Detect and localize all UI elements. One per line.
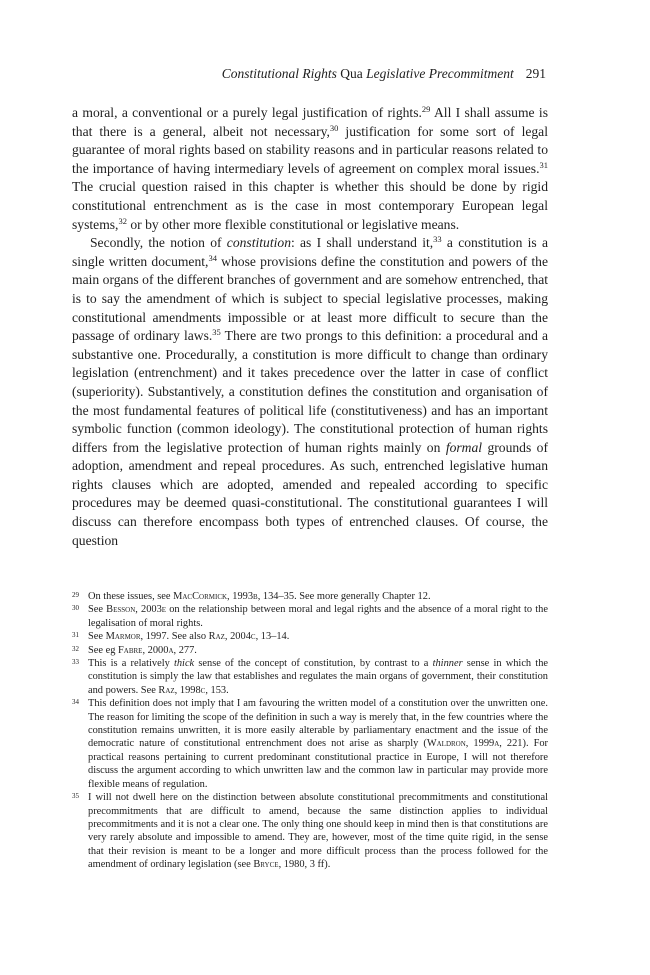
footnote-number: 33 xyxy=(72,658,79,667)
paragraph-2: Secondly, the notion of constitution: as I shall understand it,$^{33}$ a constitution is a single written document,$^{34}$ whose provisions define the constitution and powers of the main organs of the different branches of government and are somehow entrenched, that is to say the amendment of which is subject to special legislative processes, making constitutional amendments impossible or at least more difficult to secure than the passage of ordinary laws.$^{35}$ There are two prongs to this definition: a procedural and a substantive one. Procedurally, a constitution is more difficult to change than ordinary legislation (entrenchment) and it takes precedence over the latter in case of conflict (superiority). Substantively, a constitution defines the constitution and organisation of the most fundamental features of political life (constitutiveness) and has an important symbolic function (common ideology). The constitutional protection of human rights differs from the legislative protection of human rights mainly on formal grounds of adoption, amendment and repeal procedures. As such, entrenched legislative human rights clauses which are adopted, amended and repealed according to specific procedures may be deemed quasi-constitutional. The constitutional guarantees I will discuss can therefore encompass both types of entrenched clauses. Of course, the question xyxy=(72,234,549,548)
running-title: Constitutional Rights Qua Legislative Precommitment xyxy=(221,66,514,81)
footnote-35: 35 I will not dwell here on the distinction between absolute constitutional precommitments and constitutional precommitments that are difficult to amend, because the same distinction applies to individual precommitments and it is not a clear one. The only thing one should keep in mind then is that constitutions are very rarely absolute and impossible to amend. They are, however, most of the time quite rigid, in the sense that their revision is meant to be a longer and more difficult process than the process followed for the amendment of ordinary legislation (see Bryce, 1980, 3 ff). xyxy=(72,792,548,871)
footnote-number: 30 xyxy=(72,604,79,613)
emphasis-formal: formal xyxy=(445,439,483,455)
footnote-32: 32 See eg Fabre, 2000a, 277. xyxy=(72,644,197,656)
page-number: 291 xyxy=(525,66,546,81)
running-header xyxy=(72,66,546,82)
footnote-31: 31 See Marmor, 1997. See also Raz, 2004c, 13–14. xyxy=(72,631,290,643)
footnote-ref-31[interactable]: 31 xyxy=(539,159,548,170)
footnote-ref-34[interactable]: 34 xyxy=(208,252,217,263)
footnote-29: 29 On these issues, see MacCormick, 1993b, 134–35. See more generally Chapter 12. xyxy=(72,591,431,602)
footnote-30: 30 See Besson, 2003e on the relationship between moral and legal rights and the absence of a moral right to the legalisation of moral rights. xyxy=(72,604,548,629)
footnote-ref-32[interactable]: 32 xyxy=(118,215,127,226)
emphasis-constitution: constitution xyxy=(226,235,291,251)
footnote-33: 33 This is a relatively thick sense of the concept of constitution, by contrast to a thinner sense in which the constitution is simply the law that establishes and regulates the main organs of government, their constitution and powers. See Raz, 1998c, 153. xyxy=(72,658,548,696)
footnote-number: 34 xyxy=(72,698,79,707)
footnote-34: 34 This definition does not imply that I am favouring the written model of a constitution over the unwritten one. The reason for limiting the scope of the definition in such a way is merely that, in the few countries where the constitution remains unwritten, it is more easily alterable by parliamentary enactment and the issue of the democratic nature of constitutional entrenchment does not arise as sharply (Waldron, 1999a, 221). For practical reasons pertaining to current predominant constitutional practice in Europe, I will not therefore discuss the argument according to which unwritten law and the common law in particular may provide more flexible means of regulation. xyxy=(72,698,549,790)
paragraph-1: a moral, a conventional or a purely legal justification of rights.$^{29}$ All I shall assume is that there is a general, albeit not necessary,$^{30}$ justification for some sort of legal guarantee of moral rights based on stability reasons and in particular reasons related to the importance of having intermediary levels of agreement on complex moral issues.$^{31}$ The crucial question raised in this chapter is whether this should be done by rigid constitutional entrenchment as is the case in most contemporary European legal systems,$^{32}$ or by other more flexible constitutional or legislative means. xyxy=(72,104,548,232)
body-text xyxy=(72,104,548,550)
footnote-ref-33[interactable]: 33 xyxy=(433,234,442,245)
footnote-ref-30[interactable]: 30 xyxy=(329,122,339,133)
footnote-ref-35[interactable]: 35 xyxy=(212,327,221,338)
footnotes xyxy=(72,590,548,872)
footnote-number: 32 xyxy=(72,644,79,653)
footnote-ref-29[interactable]: 29 xyxy=(421,104,431,114)
footnote-number: 31 xyxy=(72,631,79,640)
footnote-number: 29 xyxy=(72,591,79,599)
footnote-number: 35 xyxy=(72,792,79,801)
